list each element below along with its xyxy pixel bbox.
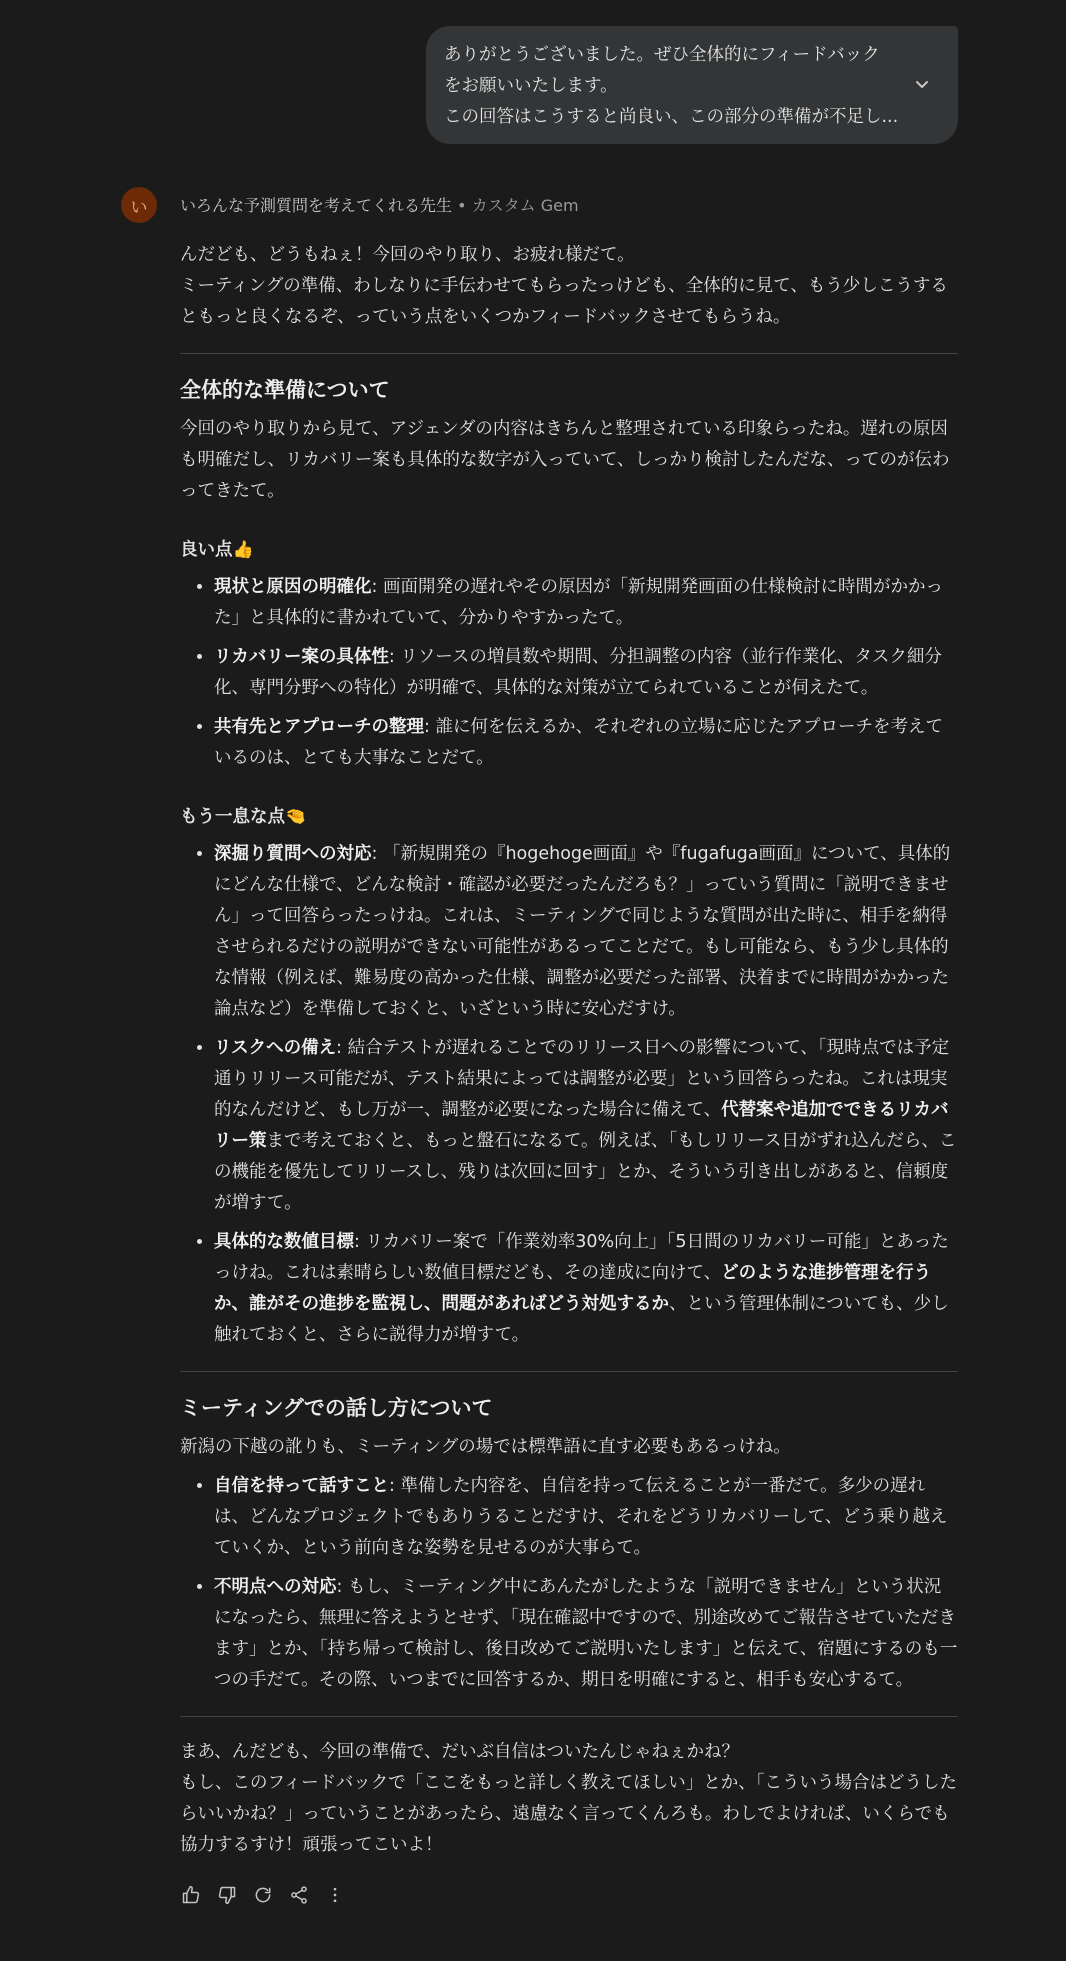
divider <box>180 1716 958 1717</box>
improve-points-list <box>180 839 958 1351</box>
user-message-bubble <box>426 26 958 144</box>
list-item: • 具体的な数値目標: リカバリー案で「作業効率30%向上」「5日間のリカバリー可能」とあったっけね。これは素晴らしい数値目標だども、その達成に向けて、どのような進捗管理を行うか、誰がその進捗を監視し、問題があればどう対処するか、という管理体制についても、少し触れておくと、さらに説得力が増すて。 <box>214 1227 958 1351</box>
list-item: • 深掘り質問への対応: 「新規開発の『hogehoge画面』や『fugafuga画面』について、具体的にどんな仕様で、どんな検討・確認が必要だったんだろも？」っていう質問に「説明できません」って回答らったっけね。これは、ミーティングで同じような質問が出た時に、相手を納得させられるだけの説明ができない可能性があるってことだて。もし可能なら、もう少し具体的な情報（例えば、難易度の高かった仕様、調整が必要だった部署、決着までに時間がかかった論点など）を準備しておくと、いざという時に安心だすけ。 <box>214 839 958 1025</box>
response-actions <box>180 1884 346 1906</box>
user-message-line: をお願いいたします。 <box>444 76 618 96</box>
more-options-icon[interactable] <box>324 1884 346 1906</box>
divider <box>180 353 958 354</box>
assistant-response <box>180 240 958 1861</box>
gem-name: いろんな予測質問を考えてくれる先生 <box>180 196 453 215</box>
closing-paragraph: もし、このフィードバックで「ここをもっと詳しく教えてほしい」とか、「こういう場合はどうしたらいいかね？」っていうことがあったら、遠慮なく言ってくんろも。わしでよければ、いくらでも協力するすけ！頑張ってこいよ！ <box>180 1773 957 1855</box>
subheading-good: 良い点👍 <box>180 540 254 560</box>
gem-separator: • <box>457 196 467 215</box>
user-message-line: この回答はこうすると尚良い、この部分の準備が不足し... <box>444 107 899 127</box>
section-body: 新潟の下越の訛りも、ミーティングの場では標準語に直す必要もあるっけね。 <box>180 1437 791 1457</box>
regenerate-icon[interactable] <box>252 1884 274 1906</box>
expand-chevron-icon[interactable] <box>912 74 932 94</box>
list-item: • リカバリー案の具体性: リソースの増員数や期間、分担調整の内容（並行作業化、タスク細分化、専門分野への特化）が明確で、具体的な対策が立てられていることが伺えたて。 <box>214 642 958 704</box>
good-points-list <box>180 572 958 774</box>
intro-paragraph: ミーティングの準備、わしなりに手伝わせてもらったっけども、全体的に見て、もう少しこうするともっと良くなるぞ、っていう点をいくつかフィードバックさせてもらうね。 <box>180 276 948 327</box>
speaking-points-list <box>180 1471 958 1696</box>
gem-header <box>180 193 579 216</box>
thumbs-up-icon[interactable] <box>180 1884 202 1906</box>
thumbs-up-emoji-icon: 👍 <box>232 540 254 560</box>
closing-paragraph: まあ、んだども、今回の準備で、だいぶ自信はついたんじゃねぇかね？ <box>180 1742 739 1762</box>
share-icon[interactable] <box>288 1884 310 1906</box>
list-item: • リスクへの備え: 結合テストが遅れることでのリリース日への影響について、「現時点では予定通りリリース可能だが、テスト結果によっては調整が必要」という回答らったね。これは現実的なんだけど、もし万が一、調整が必要になった場合に備えて、代替案や追加でできるリカバリー策まで考えておくと、もっと盤石になるて。例えば、「もしリリース日がずれ込んだら、この機能を優先してリリースし、残りは次回に回す」とか、そういう引き出しがあると、信頼度が増すて。 <box>214 1033 958 1219</box>
divider <box>180 1371 958 1372</box>
section-title: 全体的な準備について <box>180 378 390 402</box>
gem-avatar: い <box>121 187 157 223</box>
pinch-emoji-icon: 🤏 <box>285 807 307 827</box>
subheading-improve: もう一息な点🤏 <box>180 807 307 827</box>
gem-tag: カスタム Gem <box>471 196 579 215</box>
list-item: • 不明点への対応: もし、ミーティング中にあんたがしたような「説明できません」という状況になったら、無理に答えようとせず、「現在確認中ですので、別途改めてご報告させていただきます」とか、「持ち帰って検討し、後日改めてご説明いたします」と伝えて、宿題にするのも一つの手だて。その際、いつまでに回答するか、期日を明確にすると、相手も安心するて。 <box>214 1572 958 1696</box>
list-item: • 現状と原因の明確化: 画面開発の遅れやその原因が「新規開発画面の仕様検討に時間がかかった」と具体的に書かれていて、分かりやすかったて。 <box>214 572 958 634</box>
section-body: 今回のやり取りから見て、アジェンダの内容はきちんと整理されている印象らったね。遅れの原因も明確だし、リカバリー案も具体的な数字が入っていて、しっかり検討したんだな、ってのが伝わってきたて。 <box>180 419 950 501</box>
list-item: • 共有先とアプローチの整理: 誰に何を伝えるか、それぞれの立場に応じたアプローチを考えているのは、とても大事なことだて。 <box>214 712 958 774</box>
thumbs-down-icon[interactable] <box>216 1884 238 1906</box>
user-message-line: ありがとうございました。ぜひ全体的にフィードバック <box>444 45 880 65</box>
section-title: ミーティングでの話し方について <box>180 1396 493 1420</box>
intro-paragraph: んだども、どうもねぇ！今回のやり取り、お疲れ様だて。 <box>180 245 635 265</box>
list-item: • 自信を持って話すこと: 準備した内容を、自信を持って伝えることが一番だて。多少の遅れは、どんなプロジェクトでもありうることだすけ、それをどうリカバリーして、どう乗り越えていくか、という前向きな姿勢を見せるのが大事らて。 <box>214 1471 958 1564</box>
